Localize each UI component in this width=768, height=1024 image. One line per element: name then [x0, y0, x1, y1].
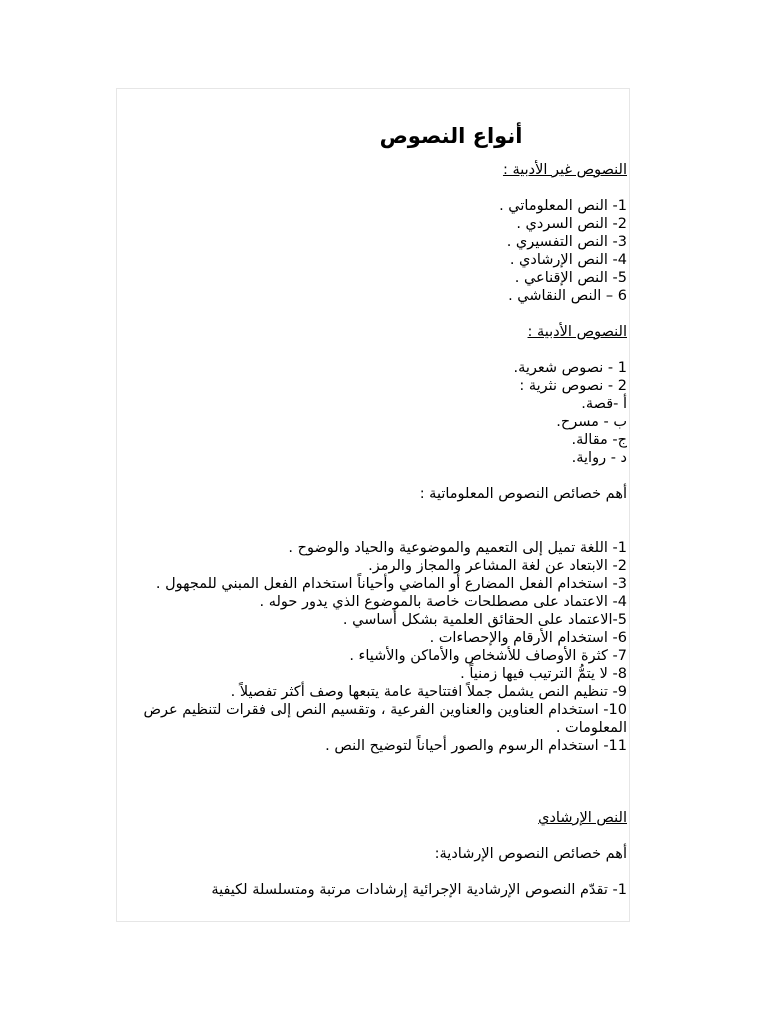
list-item: 6- استخدام الأرقام والإحصاءات . — [429, 630, 627, 646]
document-body — [125, 123, 627, 899]
list-item: 1- النص المعلوماتي . — [499, 198, 627, 214]
list-item: 3- استخدام الفعل المضارع أو الماضي وأحياناً استخدام الفعل المبني للمجهول . — [155, 576, 627, 592]
informative-heading: أهم خصائص النصوص المعلوماتية : — [419, 486, 627, 502]
list-item: 3- النص التفسيري . — [506, 234, 627, 250]
list-item: ب - مسرح. — [556, 414, 627, 430]
list-item: أ -قصة. — [581, 396, 627, 412]
list-item: 10- استخدام العناوين والعناوين الفرعية ، وتقسيم النص إلى فقرات لتنظيم عرض المعلومات . — [143, 702, 627, 736]
literary-heading: النصوص الأدبية : — [527, 324, 627, 340]
list-item: 2- الابتعاد عن لغة المشاعر والمجاز والرمز. — [368, 558, 627, 574]
page-title: أنواع النصوص — [379, 124, 523, 148]
informative-list — [125, 539, 627, 755]
list-item: 5- النص الإقناعي . — [514, 270, 627, 286]
list-item: 11- استخدام الرسوم والصور أحياناً لتوضيح النص . — [325, 738, 627, 754]
list-item: 1 - نصوص شعرية. — [513, 360, 627, 376]
list-item: 2- النص السردي . — [516, 216, 627, 232]
list-item: 1- تقدّم النصوص الإرشادية الإجرائية إرشادات مرتبة ومتسلسلة لكيفية — [211, 882, 627, 898]
list-item: 1- اللغة تميل إلى التعميم والموضوعية والحياد والوضوح . — [288, 540, 627, 556]
literary-list — [125, 359, 627, 467]
list-item: ج- مقالة. — [571, 432, 627, 448]
non-literary-list — [125, 197, 627, 305]
list-item: 4- النص الإرشادي . — [509, 252, 627, 268]
list-item: 9- تنظيم النص يشمل جملاً افتتاحية عامة يتبعها وصف أكثر تفصيلاً . — [230, 684, 627, 700]
list-item: 8- لا يتمُّ الترتيب فيها زمنياً . — [460, 666, 627, 682]
document-page — [116, 88, 630, 922]
list-item: 6 – النص النقاشي . — [508, 288, 627, 304]
list-item: 4- الاعتماد على مصطلحات خاصة بالموضوع الذي يدور حوله . — [259, 594, 627, 610]
instructional-subheading: أهم خصائص النصوص الإرشادية: — [434, 846, 627, 862]
list-item: د - رواية. — [571, 450, 627, 466]
list-item: 7- كثرة الأوصاف للأشخاص والأماكن والأشياء . — [349, 648, 627, 664]
non-literary-heading: النصوص غير الأدبية : — [502, 162, 627, 178]
instructional-heading: النص الإرشادي — [538, 810, 627, 826]
list-item: 5-الاعتماد على الحقائق العلمية بشكل أساسي . — [342, 612, 627, 628]
list-item: 2 - نصوص نثرية : — [519, 378, 627, 394]
